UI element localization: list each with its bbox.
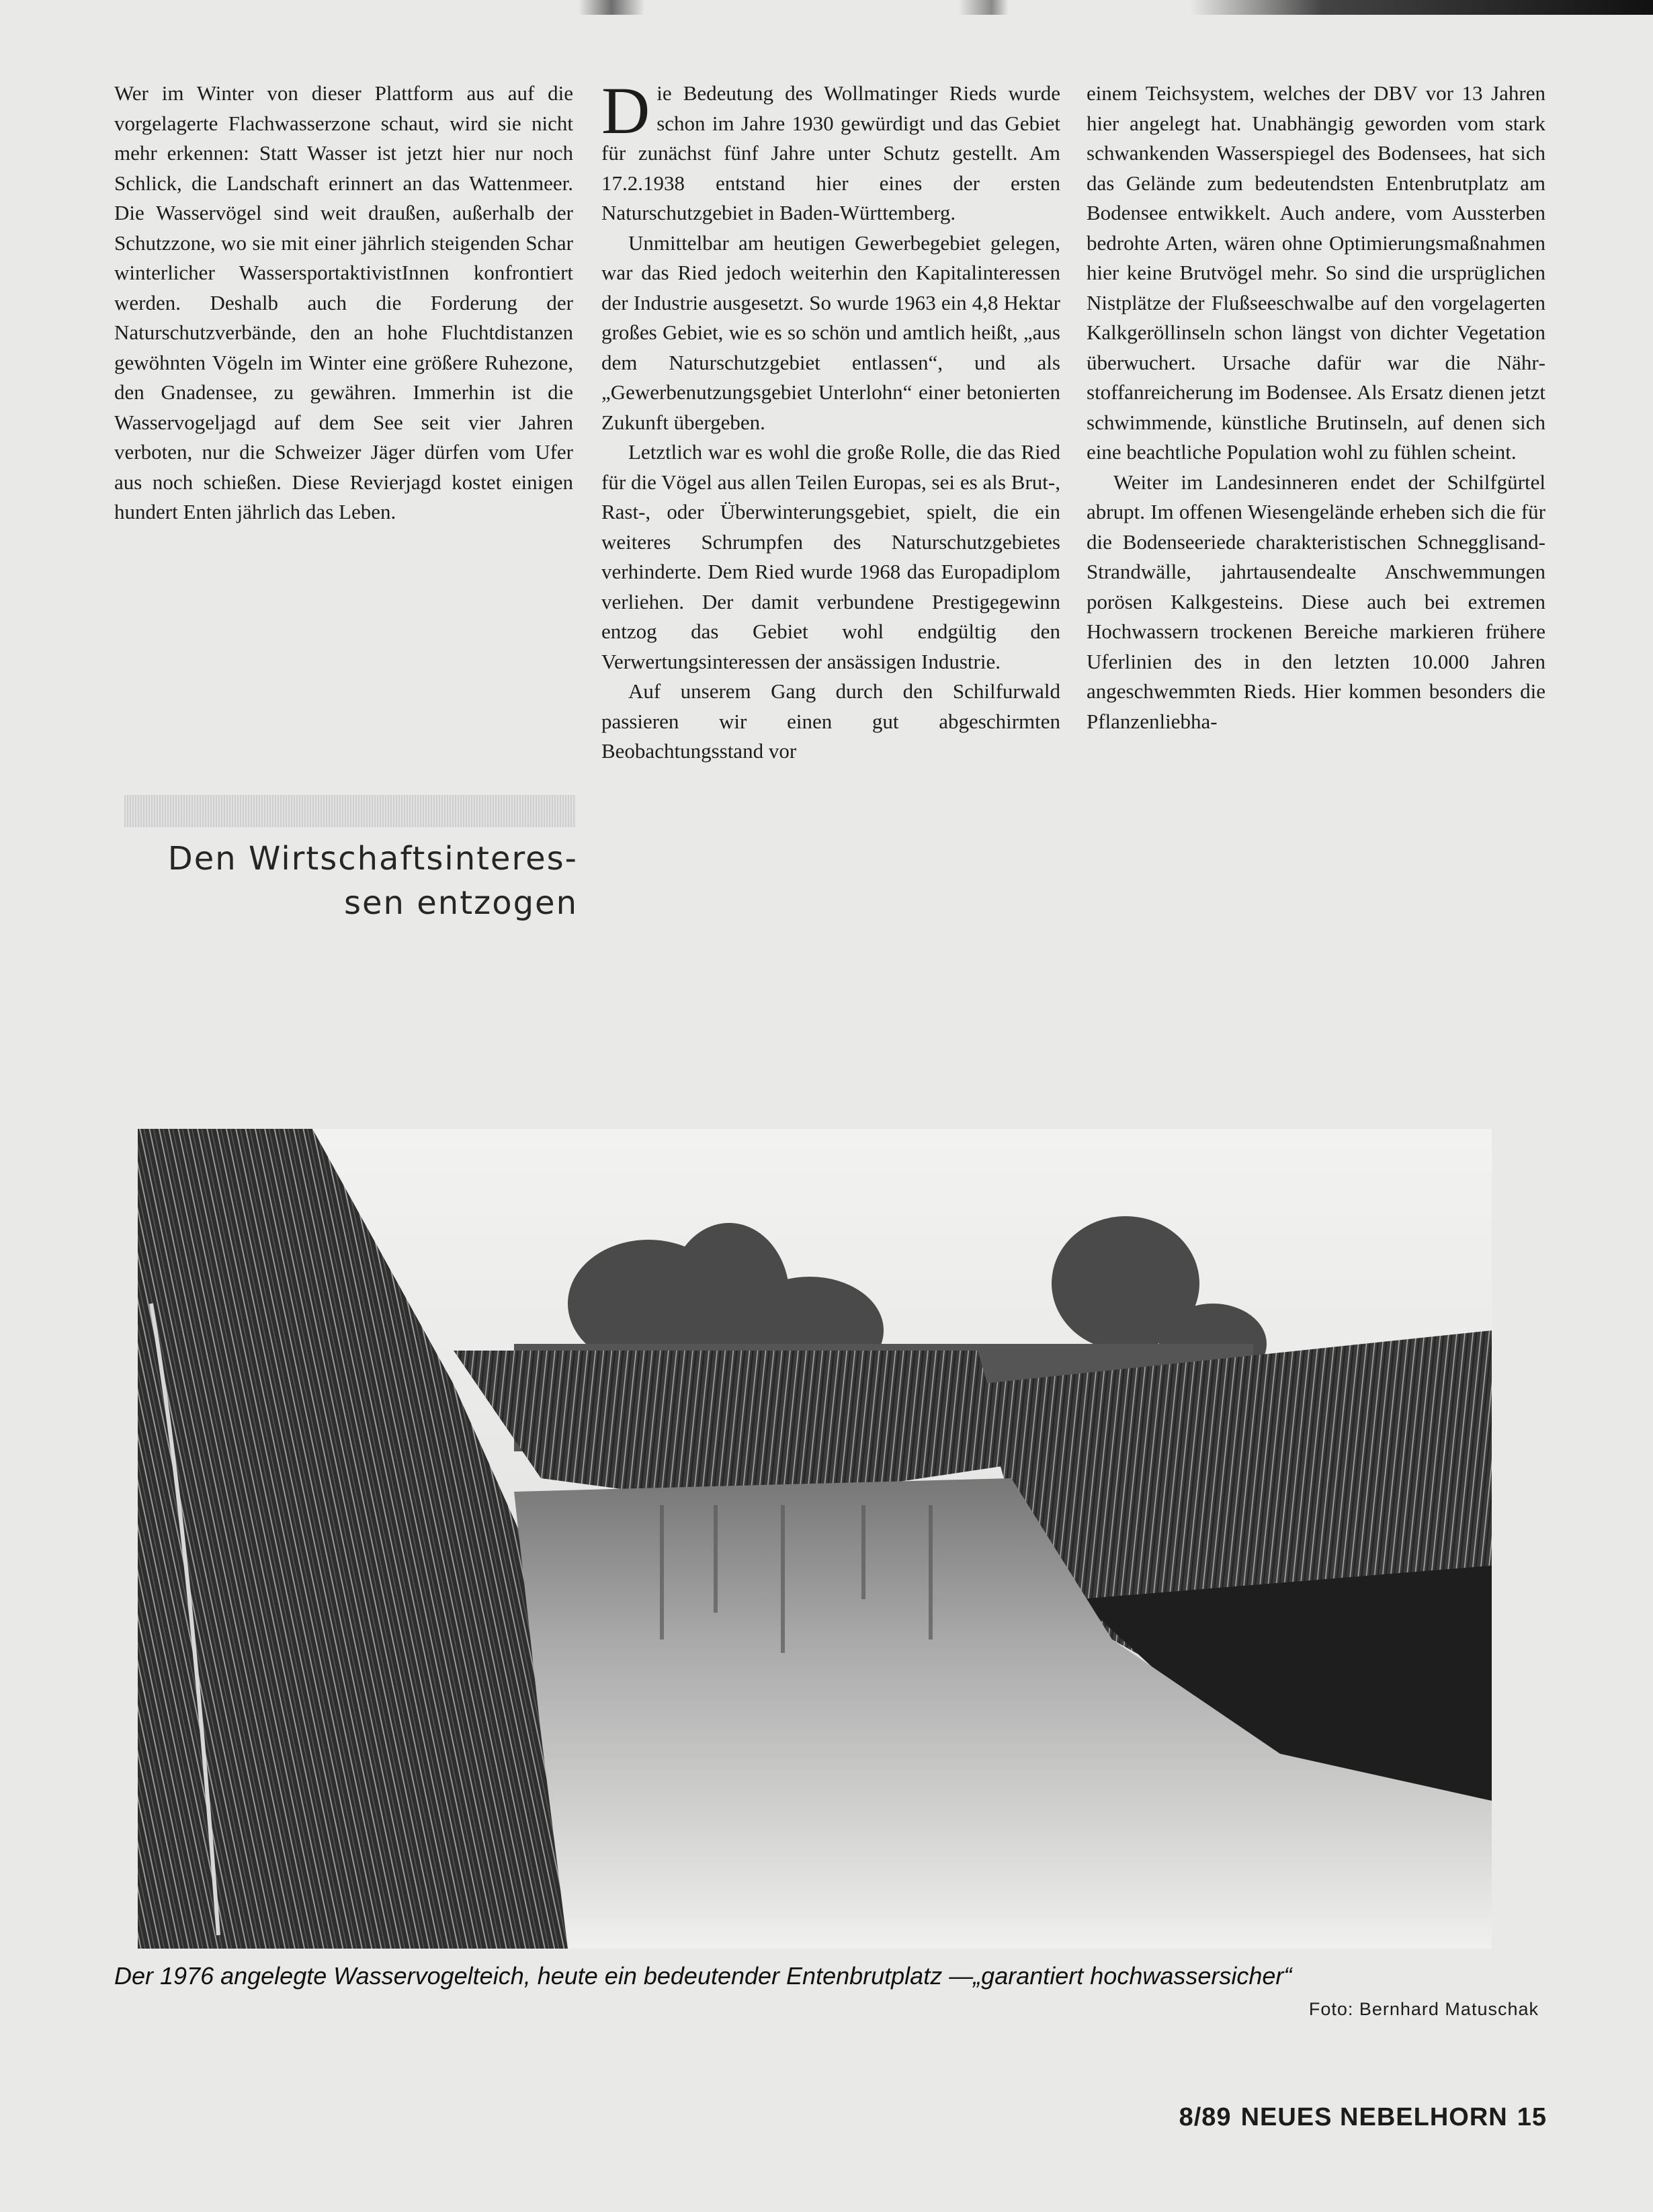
magazine-name: NEUES NEBELHORN xyxy=(1240,2103,1508,2131)
text-column-1 xyxy=(114,79,573,527)
first-paragraph xyxy=(601,73,1060,228)
paragraph: Wer im Winter von dieser Plattform aus auf die vorgelagerte Flachwasserzone schaut, wird sie nicht mehr erkennen: Statt Wasser ist jetzt hier nur noch Schlick, die Landschaft erinnert an das Wattenmeer. Die Wasservögel sind weit draußen, außerhalb der Schutzzone, wo sie mit einer jährlich steigenden Schar winterlicher WassersportaktivistInnen konfrontiert werden. Deshalb auch die Forderung der Naturschutzverbände, den an hohe Fluchtdistanzen gewöhnten Vögeln im Winter eine größere Ruhezone, den Gnadensee, zu gewähren. Immerhin ist die Wasservogeljagd auf dem See seit vier Jahren verboten, nur die Schweizer Jäger dürfen vom Ufer aus noch schießen. Diese Revierjagd kostet einigen hundert Enten jährlich das Leben. xyxy=(114,81,573,523)
page-number: 15 xyxy=(1517,2103,1547,2131)
page-footer xyxy=(1170,2103,1547,2132)
first-paragraph-text: ie Bedeutung des Wollmatinger Rieds wurde schon im Jahre 1930 gewürdigt und das Gebiet für zunächst fünf Jahre unter Schutz gestellt. Am 17.2.1938 entstand hier eines der ersten Naturschutzgebiet in Baden-Württemberg. xyxy=(601,81,1060,224)
issue-number: 8/89 xyxy=(1179,2103,1232,2131)
paragraph: Unmittelbar am heutigen Gewerbegebiet gelegen, war das Ried jedoch weiterhin den Kapitalinteressen der Industrie ausgesetzt. So wurde 1963 ein 4,8 Hektar großes Gebiet, wie es so schön und amtlich heißt, „aus dem Naturschutzgebiet entlassen“, und als „Gewerbenutzungsgebiet Unterlohn“ einer betonierten Zukunft übergeben. xyxy=(601,230,1060,434)
dropcap: D xyxy=(601,73,650,148)
scan-top-edge xyxy=(0,0,1653,15)
section-heading-rule xyxy=(124,795,576,827)
photo-caption: Der 1976 angelegte Wasservogelteich, heute ein bedeutender Entenbrutplatz —„garantiert hochwassersicher“ xyxy=(114,1962,1292,1990)
text-column-3 xyxy=(1087,79,1545,736)
paragraph: Weiter im Landesinneren endet der Schilfgürtel abrupt. Im offenen Wiesengelände erheben sich die für die Bodenseeriede charakteristischen Schnegglisand-Strandwälle, jahrtausendealte Anschwemmungen porösen Kalkgesteins. Diese auch bei extremen Hochwassern trockenen Bereiche markieren frühere Uferlinien des in den letzten 10.000 Jahren angeschwemmten Rieds. Hier kommen besonders die Pflanzenliebha- xyxy=(1087,470,1545,733)
paragraph: Letztlich war es wohl die große Rolle, die das Ried für die Vögel aus allen Teilen Europas, sei es als Brut-, Rast-, oder Überwinterungsgebiet, spielt, die ein weiteres Schrumpfen des Naturschutzgebietes verhinderte. Dem Ried wurde 1968 das Europadiplom verliehen. Der damit verbundene Prestigegewinn entzog das Gebiet wohl endgültig den Verwertungsinteressen der ansässigen Industrie. xyxy=(601,440,1060,673)
photo-credit: Foto: Bernhard Matuschak xyxy=(1308,1999,1539,2019)
section-heading xyxy=(108,837,578,925)
pond-photo xyxy=(138,1129,1492,1949)
paragraph: einem Teichsystem, welches der DBV vor 13 Jahren hier angelegt hat. Unabhängig geworden vom stark schwankenden Wasserspiegel des Bodensees, hat sich das Gelände zum bedeutendsten Entenbrutplatz am Bodensee entwikkelt. Auch andere, vom Aussterben bedrohte Arten, wären ohne Optimierungsmaßnahmen hier keine Brutvögel mehr. So sind die ursprüglichen Nistplätze der Flußseeschwalbe auf den vorgelagerten Kalkgeröllinseln schon längst von dichter Vegetation überwuchert. Ursache dafür war die Nährstoffanreicherung im Bodensee. Als Ersatz dienen jetzt schwimmende, künstliche Brutinseln, auf denen sich eine beachtliche Population wohl zu fühlen scheint. xyxy=(1087,81,1545,464)
paragraph: Auf unserem Gang durch den Schilfurwald passieren wir einen gut abgeschirmten Beobachtungsstand vor xyxy=(601,679,1060,763)
text-column-2 xyxy=(601,73,1060,767)
section-heading-text: Den Wirtschaftsinteres- sen entzogen xyxy=(167,840,578,922)
pond-photo-image xyxy=(138,1129,1492,1949)
